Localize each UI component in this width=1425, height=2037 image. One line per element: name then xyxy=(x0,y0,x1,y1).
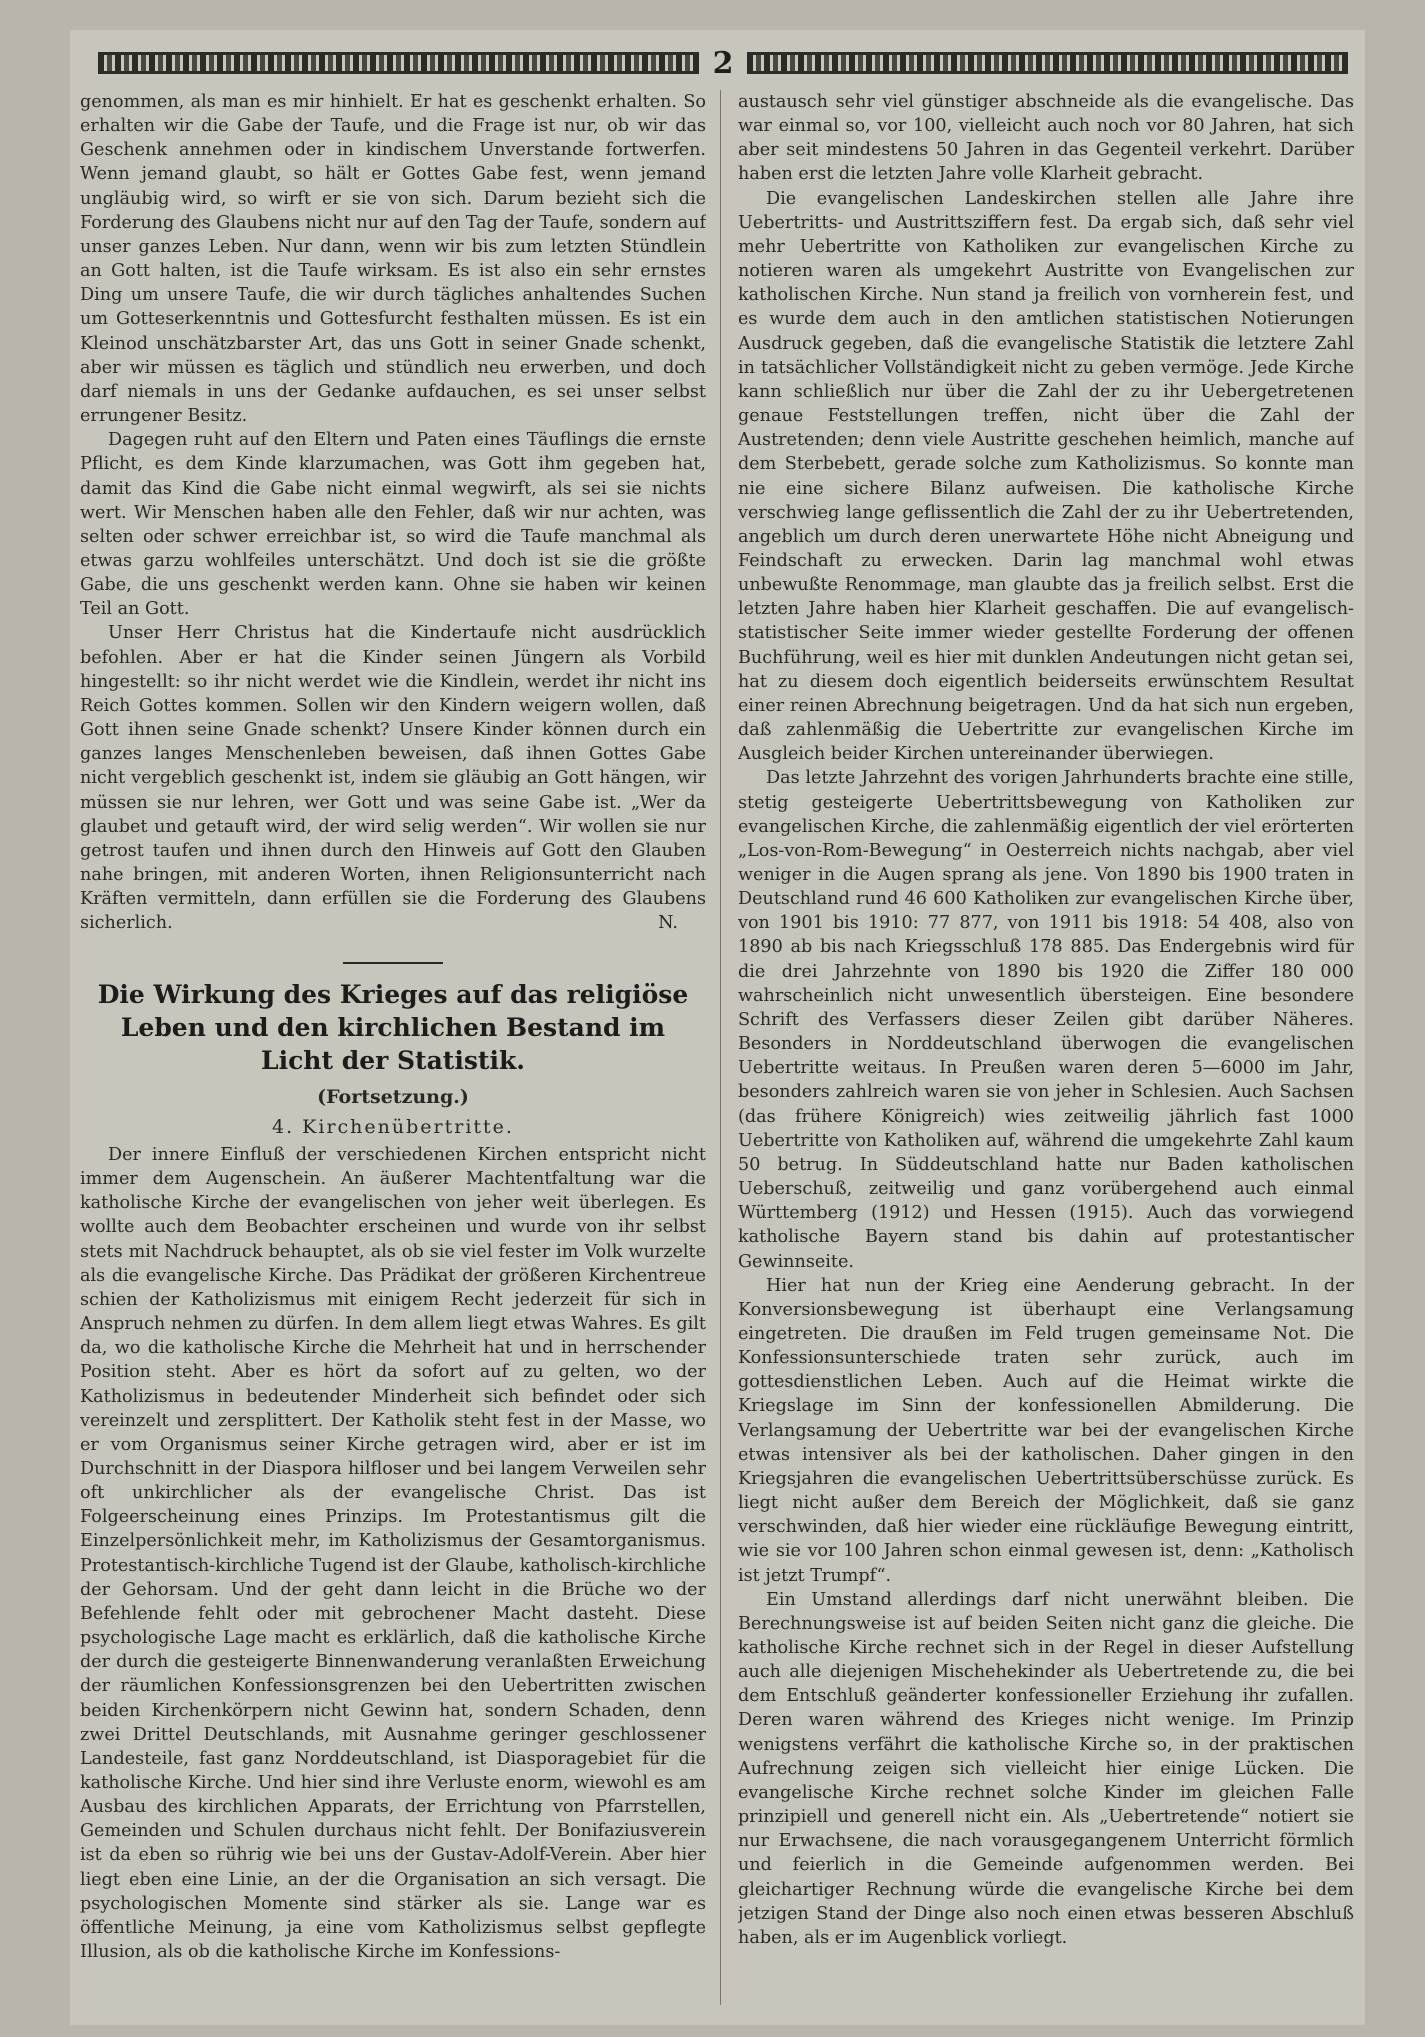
paragraph: Der innere Einfluß der verschiedenen Kirchen entspricht nicht immer dem Augenschein. An äußerer Machtentfaltung war die katholische Kirche der evangelischen von jeher weit überlegen. Es wollte auch dem Beobachter erscheinen und wurde von ihr selbst stets mit Nachdruck behauptet, als ob sie viel fester im Volk wurzelte als die evangelische Kirche. Das Prädikat der größeren Kirchentreue schien der Katholizismus mit einigem Recht jederzeit für sich in Anspruch nehmen zu dürfen. In dem allem liegt etwas Wahres. Es gilt da, wo die katholische Kirche die Mehrheit hat und in herrschender Position steht. Aber es hört da sofort auf zu gelten, wo der Katholizismus in bedeutender Minderheit sich befindet oder sich vereinzelt und zersplittert. Der Katholik steht fest in der Masse, wo er vom Organismus seiner Kirche getragen wird, aber er ist im Durchschnitt in der Diaspora hilfloser und bei langem Verweilen sehr oft unkirchlicher als der evangelische Christ. Das ist Folgeerscheinung eines Prinzips. Im Protestantismus gilt die Einzelpersönlichkeit mehr, im Katholizismus der Gesamtorganismus. Protestantisch-kirchliche Tugend ist der Glaube, katholisch-kirchliche der Gehorsam. Und der geht dann leicht in die Brüche wo der Befehlende fehlt oder mit gebrochener Macht dasteht. Diese psychologische Lage macht es erklärlich, daß die katholische Kirche der durch die gesteigerte Binnenwanderung veranlaßten Erweichung der räumlichen Konfessionsgrenzen bei den Uebertritten zwischen beiden Kirchenkörpern nicht Gewinn hat, sondern Schaden, denn zwei Drittel Deutschlands, mit Ausnahme geringer geschlossener Landesteile, fast ganz Norddeutschland, ist Diasporagebiet für die katholische Kirche. Und hier sind ihre Verluste enorm, wiewohl es am Ausbau des kirchlichen Apparats, der Errichtung von Pfarrstellen, Gemeinden und Schulen durchaus nicht fehlt. Der Bonifaziusverein ist da eben so rührig wie bei uns der Gustav-Adolf-Verein. Aber hier liegt eben eine Linie, an der die Organisation an sich versagt. Die psychologischen Momente sind stärker als sie. Lange war es öffentliche Meinung, ja eine vom Katholizismus selbst gepflegte Illusion, als ob die katholische Kirche im Konfessions- xyxy=(80,1144,706,1963)
right-column xyxy=(738,90,1354,2015)
page-number: 2 xyxy=(712,45,734,81)
header-ornament-left xyxy=(98,52,699,74)
page-header xyxy=(98,42,1348,84)
left-column xyxy=(80,90,706,2015)
section-heading: 4. Kirchenübertritte. xyxy=(272,1115,514,1138)
section-divider xyxy=(343,962,443,964)
header-ornament-right xyxy=(747,52,1348,74)
paragraph: austausch sehr viel günstiger abschneide als die evangelische. Das war einmal so, vor 100, vielleicht auch noch vor 80 Jahren, hat sich aber seit mindestens 50 Jahren in das Gegenteil verkehrt. Darüber haben erst die letzten Jahre volle Klarheit gebracht. xyxy=(738,92,1354,185)
continuation-note: (Fortsetzung.) xyxy=(317,1085,469,1108)
paragraph: Ein Umstand allerdings darf nicht unerwähnt bleiben. Die Berechnungsweise ist auf beiden Seiten nicht ganz die gleiche. Die katholische Kirche rechnet sich in der Regel in dieser Aufstellung auch alle diejenigen Mischehekinder als Uebertretende zu, die bei dem Entschluß geänderter konfessioneller Erziehung ihr zufallen. Deren waren während des Krieges nicht wenige. Im Prinzip wenigstens verfährt die katholische Kirche so, in der praktischen Aufrechnung zeigen sich vielleicht hier einige Lücken. Die evangelische Kirche rechnet solche Kinder im gleichen Falle prinzipiell und generell nicht ein. Als „Uebertretende“ notiert sie nur Erwachsene, die nach vorausgegangenem Unterricht förmlich und feierlich in die Gemeinde aufgenommen werden. Bei gleichartiger Rechnung würde die evangelische Kirche bei dem jetzigen Stand der Dinge also noch einen etwas besseren Abschluß haben, als er im Augenblick vorliegt. xyxy=(738,1589,1354,1948)
paragraph: Das letzte Jahrzehnt des vorigen Jahrhunderts brachte eine stille, stetig gesteigerte Uebertrittsbewegung von Katholiken zur evangelischen Kirche, die zahlenmäßig eigentlich der viel erörterten „Los-von-Rom-Bewegung“ in Oesterreich nichts nachgab, aber viel weniger in die Augen sprang als jene. Von 1890 bis 1900 traten in Deutschland rund 46 600 Katholiken zur evangelischen Kirche über, von 1901 bis 1910: 77 877, von 1911 bis 1918: 54 408, also von 1890 ab bis nach Kriegsschluß 178 885. Das Endergebnis wird für die drei Jahrzehnte von 1890 bis 1920 die Ziffer 180 000 wahrscheinlich nicht unwesentlich übersteigen. Eine besondere Schrift des Verfassers dieser Zeilen gibt darüber Näheres. Besonders in Norddeutschland überwogen die evangelischen Uebertritte weitaus. In Preußen waren deren 5—6000 im Jahr, besonders zahlreich waren sie von jeher in Schlesien. Auch Sachsen (das frühere Königreich) wies zeitweilig jährlich fast 1000 Uebertritte von Katholiken auf, während die umgekehrte Zahl kaum 50 betrug. In Süddeutschland hatte nur Baden katholischen Ueberschuß, zeitweilig und ganz vorübergehend auch einmal Württemberg (1912) und Hessen (1915). Auch das vorwiegend katholische Bayern stand bis dahin auf protestantischer Gewinnseite. xyxy=(738,768,1354,1272)
newspaper-page xyxy=(70,30,1365,2025)
article-title: Die Wirkung des Krieges auf das religiöse Leben und den kirchlichen Bestand im Licht der Statistik. xyxy=(97,979,689,1075)
column-divider xyxy=(720,90,721,2005)
paragraph: Unser Herr Christus hat die Kindertaufe nicht ausdrücklich befohlen. Aber er hat die Kinder seinen Jüngern als Vorbild hingestellt: so ihr nicht werdet wie die Kindlein, werdet ihr nicht ins Reich Gottes kommen. Sollen wir den Kindern weigern wollen, daß Gott ihnen seine Gnade schenkt? Unsere Kinder können durch ein ganzes langes Menschenleben beweisen, daß ihnen Gottes Gabe nicht vergeblich geschenkt ist, indem sie gläubig an Gott hängen, wir müssen sie nur lehren, wer Gott und was seine Gabe ist. „Wer da glaubet und getauft wird, der wird selig werden“. Wir wollen sie nur getrost taufen und ihnen durch den Hinweis auf Gott den Glauben nahe bringen, mit anderen Worten, ihnen Religionsunterricht nach Kräften vermitteln, dann erfüllen sie die Forderung des Glaubens sicherlich. xyxy=(80,623,706,934)
author-signature: N. xyxy=(658,913,678,934)
paragraph: Dagegen ruht auf den Eltern und Paten eines Täuflings die ernste Pflicht, es dem Kinde klarzumachen, was Gott ihm gegeben hat, damit das Kind die Gabe nicht einmal wegwirft, als sei sie nichts wert. Wir Menschen haben alle den Fehler, daß wir nur achten, was selten oder schwer erreichbar ist, so wird die Taufe manchmal als etwas garzu wohlfeiles unterschätzt. Und doch ist sie die größte Gabe, die uns geschenkt werden kann. Ohne sie haben wir keinen Teil an Gott. xyxy=(80,430,706,620)
paragraph: Die evangelischen Landeskirchen stellen alle Jahre ihre Uebertritts- und Austrittsziffern fest. Da ergab sich, daß sehr viel mehr Uebertritte von Katholiken zur evangelischen Kirche zu notieren waren als umgekehrt Austritte von Evangelischen zur katholischen Kirche. Nun stand ja freilich von vornherein fest, und es wurde dem auch in den amtlichen statistischen Notierungen Ausdruck gegeben, daß die evangelische Statistik die letztere Zahl in tatsächlicher Vollständigkeit nicht zu geben vermöge. Jede Kirche kann schließlich nur über die Zahl der zu ihr Uebergetretenen genaue Feststellungen treffen, nicht über die Zahl der Austretenden; denn viele Austritte geschehen heimlich, manche auf dem Sterbebett, gerade solche zum Katholizismus. So konnte man nie eine sichere Bilanz aufweisen. Die katholische Kirche verschwieg lange geflissentlich die Zahl der zu ihr Uebertretenden, angeblich um durch deren unerwartete Höhe nicht Abneigung und Feindschaft zu erwecken. Darin lag manchmal wohl etwas unbewußte Renommage, man glaubte das ja freilich selbst. Erst die letzten Jahre haben hier Klarheit geschaffen. Die auf evangelisch-statistischer Seite immer wieder gestellte Forderung der offenen Buchführung, weil es hier mit dunklen Andeutungen nicht getan sei, hat zu diesem doch eigentlich beiderseits erwünschtem Resultat einer reinen Abrechnung beigetragen. Und da hat sich nun ergeben, daß zahlenmäßig die Uebertritte zur evangelischen Kirche im Ausgleich beider Kirchen untereinander überwiegen. xyxy=(738,188,1354,765)
paragraph: genommen, als man es mir hinhielt. Er hat es geschenkt erhalten. So erhalten wir die Gabe der Taufe, und die Frage ist nur, ob wir das Geschenk annehmen oder in kindischem Unverstande fortwerfen. Wenn jemand glaubt, so hält er Gottes Gabe fest, wenn jemand ungläubig wird, so wirft er sie von sich. Darum bezieht sich die Forderung des Glaubens nicht nur auf den Tag der Taufe, sondern auf unser ganzes Leben. Nur dann, wenn wir bis zum letzten Stündlein an Gott halten, ist die Taufe wirksam. Es ist also ein sehr ernstes Ding um unsere Taufe, die wir durch tägliches anhaltendes Suchen um Gotteserkenntnis und Gottesfurcht festhalten müssen. Es ist ein Kleinod unschätzbarster Art, das uns Gott in seiner Gnade schenkt, aber wir müssen es täglich und stündlich neu erwerben, und doch darf niemals in uns der Gedanke aufdauchen, es sei unser selbst errungener Besitz. xyxy=(80,92,706,427)
paragraph: Hier hat nun der Krieg eine Aenderung gebracht. In der Konversionsbewegung ist überhaupt eine Verlangsamung eingetreten. Die draußen im Feld trugen gemeinsame Not. Die Konfessionsunterschiede traten sehr zurück, auch im gottesdienstlichen Leben. Auch auf die Heimat wirkte die Kriegslage im Sinn der konfessionellen Abmilderung. Die Verlangsamung der Uebertritte war bei der evangelischen Kirche etwas intensiver als bei der katholischen. Daher gingen in den Kriegsjahren die evangelischen Uebertrittsüberschüsse zurück. Es liegt nicht außer dem Bereich der Möglichkeit, daß sie ganz verschwinden, daß hier wieder eine rückläufige Bewegung eintritt, wie sie vor 100 Jahren schon einmal gewesen ist, denn: „Katholisch ist jetzt Trumpf“. xyxy=(738,1275,1354,1586)
